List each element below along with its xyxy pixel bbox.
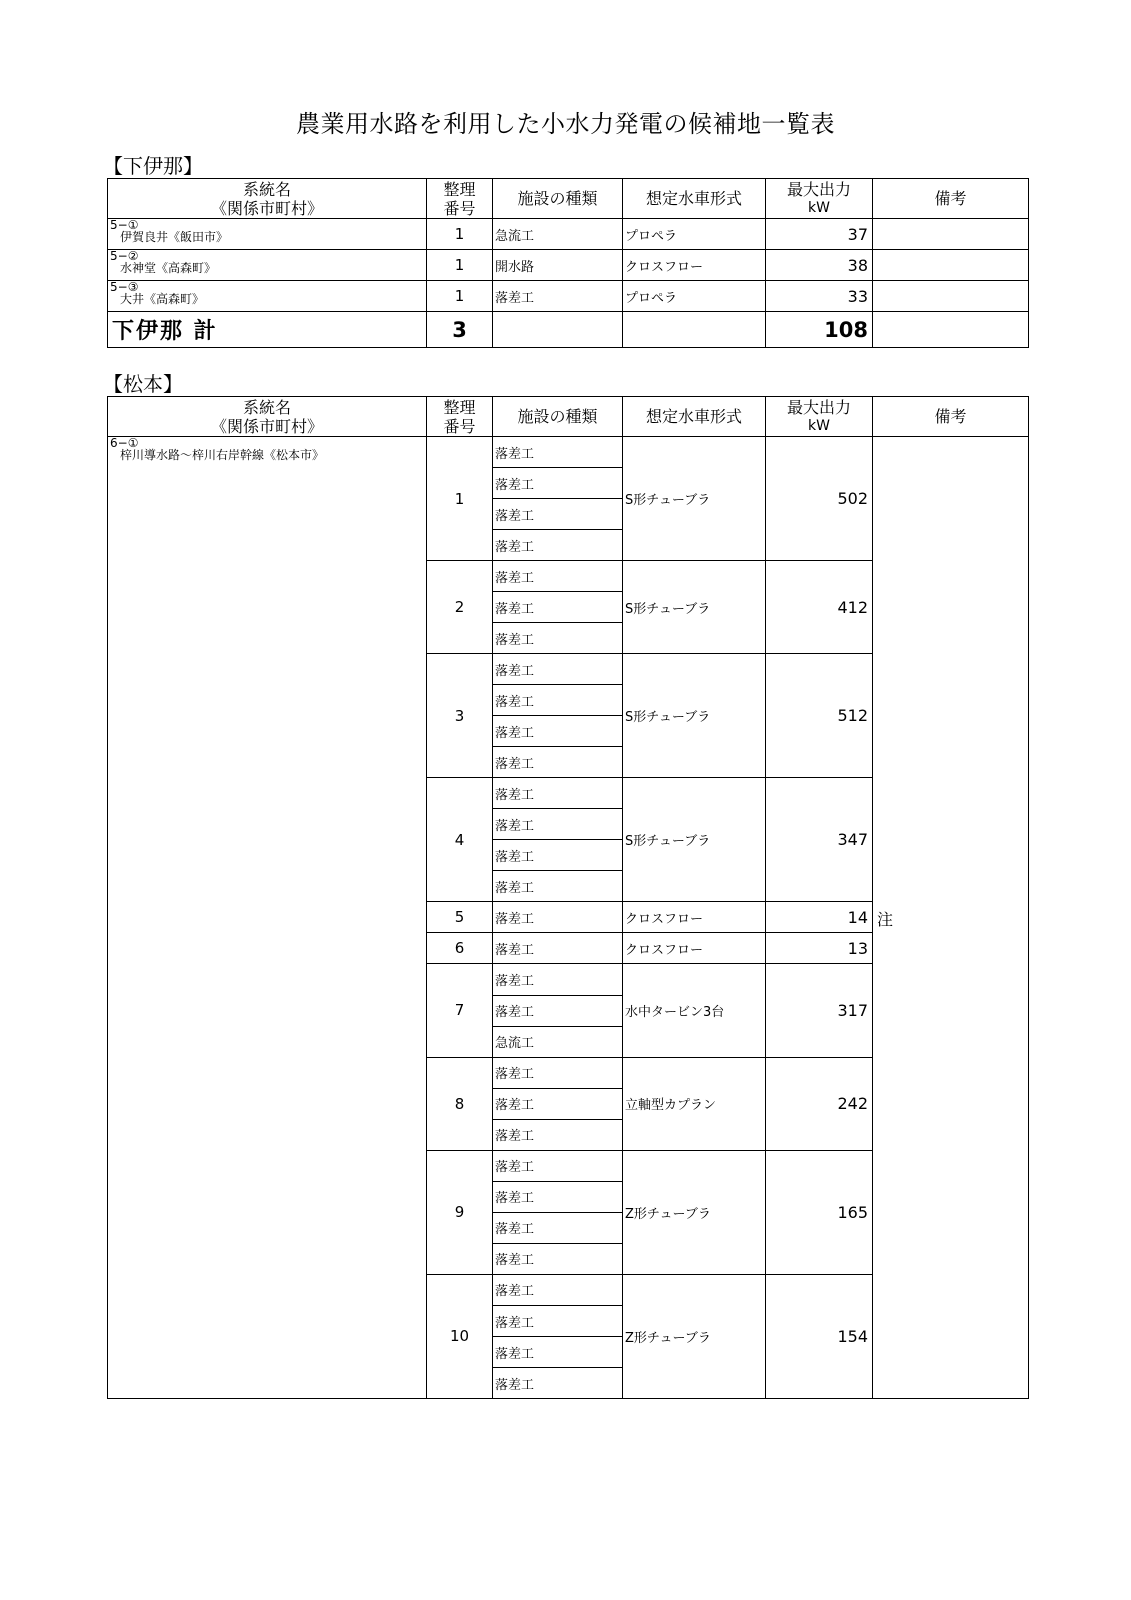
facility-cell: 落差工 xyxy=(493,716,623,747)
turbine-cell: S形チューブラ xyxy=(623,778,766,902)
table-header-row xyxy=(108,397,1029,437)
system-cell: 5−③ 大井《高森町》 xyxy=(108,281,427,312)
total-count: 3 xyxy=(427,312,493,348)
system-cell: 6−① 梓川導水路〜梓川右岸幹線《松本市》 xyxy=(108,437,427,1399)
facility-cell: 落差工 xyxy=(493,1274,623,1305)
output-cell: 502 xyxy=(766,437,873,561)
output-cell: 347 xyxy=(766,778,873,902)
facility-cell: 落差工 xyxy=(493,1057,623,1088)
number-cell: 1 xyxy=(427,281,493,312)
number-cell: 5 xyxy=(427,902,493,933)
shimoina-table xyxy=(107,178,1029,348)
turbine-cell: クロスフロー xyxy=(623,250,766,281)
facility-cell: 落差工 xyxy=(493,778,623,809)
facility-cell: 落差工 xyxy=(493,561,623,592)
output-cell: 154 xyxy=(766,1274,873,1398)
turbine-cell: S形チューブラ xyxy=(623,654,766,778)
matsumoto-table xyxy=(107,396,1029,1399)
table-row xyxy=(108,281,1029,312)
output-cell: 37 xyxy=(766,219,873,250)
total-turbine-cell xyxy=(623,312,766,348)
turbine-cell: 立軸型カプラン xyxy=(623,1057,766,1150)
facility-cell: 落差工 xyxy=(493,933,623,964)
turbine-cell: Z形チューブラ xyxy=(623,1150,766,1274)
output-cell: 412 xyxy=(766,561,873,654)
facility-cell: 落差工 xyxy=(493,1306,623,1337)
table-row xyxy=(108,219,1029,250)
output-cell: 317 xyxy=(766,964,873,1057)
output-cell: 512 xyxy=(766,654,873,778)
number-cell: 10 xyxy=(427,1274,493,1398)
facility-cell: 落差工 xyxy=(493,623,623,654)
facility-cell: 落差工 xyxy=(493,809,623,840)
remarks-cell xyxy=(873,219,1029,250)
total-remarks-cell xyxy=(873,312,1029,348)
facility-cell: 落差工 xyxy=(493,1243,623,1274)
header-system: 系統名 《関係市町村》 xyxy=(108,179,427,219)
facility-cell: 落差工 xyxy=(493,1119,623,1150)
facility-cell: 落差工 xyxy=(493,592,623,623)
facility-cell: 落差工 xyxy=(493,995,623,1026)
number-cell: 1 xyxy=(427,250,493,281)
turbine-cell: 水中タービン3台 xyxy=(623,964,766,1057)
output-cell: 38 xyxy=(766,250,873,281)
header-turbine: 想定水車形式 xyxy=(623,179,766,219)
facility-cell: 落差工 xyxy=(493,654,623,685)
facility-cell: 落差工 xyxy=(493,840,623,871)
number-cell: 1 xyxy=(427,219,493,250)
facility-cell: 落差工 xyxy=(493,437,623,468)
header-facility: 施設の種類 xyxy=(493,179,623,219)
facility-cell: 落差工 xyxy=(493,685,623,716)
facility-cell: 落差工 xyxy=(493,281,623,312)
system-cell: 5−① 伊賀良井《飯田市》 xyxy=(108,219,427,250)
turbine-cell: クロスフロー xyxy=(623,933,766,964)
facility-cell: 落差工 xyxy=(493,1150,623,1181)
turbine-cell: プロペラ xyxy=(623,281,766,312)
facility-cell: 開水路 xyxy=(493,250,623,281)
facility-cell: 落差工 xyxy=(493,1337,623,1368)
facility-cell: 落差工 xyxy=(493,530,623,561)
output-cell: 242 xyxy=(766,1057,873,1150)
header-output: 最大出力 kW xyxy=(766,179,873,219)
number-cell: 3 xyxy=(427,654,493,778)
header-facility: 施設の種類 xyxy=(493,397,623,437)
turbine-cell: S形チューブラ xyxy=(623,437,766,561)
facility-cell: 急流工 xyxy=(493,219,623,250)
output-cell: 14 xyxy=(766,902,873,933)
remarks-cell xyxy=(873,250,1029,281)
total-label: 下伊那 計 xyxy=(108,312,427,348)
note-mark: 注 xyxy=(877,910,894,929)
number-cell: 8 xyxy=(427,1057,493,1150)
total-output: 108 xyxy=(766,312,873,348)
facility-cell: 落差工 xyxy=(493,747,623,778)
facility-cell: 落差工 xyxy=(493,468,623,499)
section-label-shimoina: 【下伊那】 xyxy=(103,154,203,178)
table-row xyxy=(108,437,1029,468)
total-facility-cell xyxy=(493,312,623,348)
header-system: 系統名 《関係市町村》 xyxy=(108,397,427,437)
table-header-row xyxy=(108,179,1029,219)
header-turbine: 想定水車形式 xyxy=(623,397,766,437)
total-row xyxy=(108,312,1029,348)
facility-cell: 落差工 xyxy=(493,964,623,995)
turbine-cell: S形チューブラ xyxy=(623,561,766,654)
facility-cell: 落差工 xyxy=(493,871,623,902)
turbine-cell: プロペラ xyxy=(623,219,766,250)
output-cell: 13 xyxy=(766,933,873,964)
facility-cell: 落差工 xyxy=(493,1088,623,1119)
header-number: 整理 番号 xyxy=(427,397,493,437)
turbine-cell: クロスフロー xyxy=(623,902,766,933)
header-output: 最大出力 kW xyxy=(766,397,873,437)
number-cell: 1 xyxy=(427,437,493,561)
header-remarks: 備考 xyxy=(873,179,1029,219)
header-number: 整理 番号 xyxy=(427,179,493,219)
number-cell: 6 xyxy=(427,933,493,964)
facility-cell: 落差工 xyxy=(493,902,623,933)
output-cell: 165 xyxy=(766,1150,873,1274)
facility-cell: 急流工 xyxy=(493,1026,623,1057)
facility-cell: 落差工 xyxy=(493,499,623,530)
facility-cell: 落差工 xyxy=(493,1181,623,1212)
remarks-cell xyxy=(873,281,1029,312)
facility-cell: 落差工 xyxy=(493,1368,623,1399)
facility-cell: 落差工 xyxy=(493,1212,623,1243)
turbine-cell: Z形チューブラ xyxy=(623,1274,766,1398)
header-remarks: 備考 xyxy=(873,397,1029,437)
number-cell: 7 xyxy=(427,964,493,1057)
output-cell: 33 xyxy=(766,281,873,312)
system-cell: 5−② 水神堂《高森町》 xyxy=(108,250,427,281)
number-cell: 4 xyxy=(427,778,493,902)
number-cell: 2 xyxy=(427,561,493,654)
section-label-matsumoto: 【松本】 xyxy=(103,372,183,396)
page-title: 農業用水路を利用した小水力発電の候補地一覧表 xyxy=(296,110,835,138)
table-row xyxy=(108,250,1029,281)
number-cell: 9 xyxy=(427,1150,493,1274)
remarks-cell xyxy=(873,437,1029,1399)
